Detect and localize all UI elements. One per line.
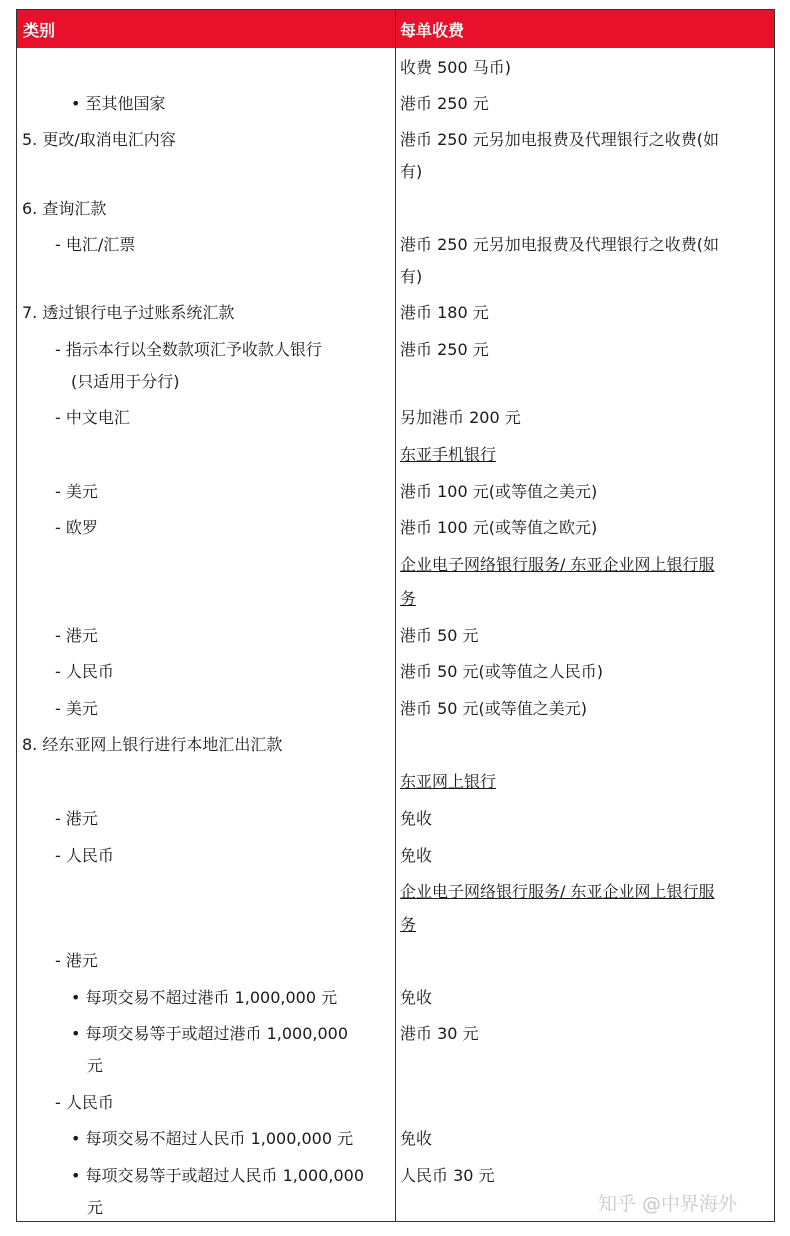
- fee-cell: 免收: [400, 809, 433, 828]
- section-link-corporate-banking-2: 企业电子网络银行服务/ 东亚企业网上银行服: [400, 882, 715, 901]
- section-link-mobile-banking: 东亚手机银行: [400, 445, 497, 464]
- fee-cell: 免收: [400, 1129, 433, 1148]
- fee-cell: 另加港币 200 元: [400, 408, 521, 427]
- category-cell: - 美元: [55, 699, 98, 718]
- fee-cell: 港币 250 元: [400, 340, 489, 359]
- fee-cell: 人民币 30 元: [400, 1166, 495, 1185]
- category-cell: - 港元: [55, 626, 98, 645]
- fee-cell: 有): [400, 162, 423, 181]
- fee-cell: 港币 250 元另加电报费及代理银行之收费(如: [400, 130, 719, 149]
- category-cell: - 人民币: [55, 662, 114, 681]
- fee-cell: 港币 50 元(或等值之人民币): [400, 662, 604, 681]
- category-cell: 元: [87, 1056, 104, 1075]
- section-link-corporate-banking-2-cont: 务: [400, 915, 417, 934]
- fee-cell: 港币 50 元: [400, 626, 479, 645]
- category-cell: 6. 查询汇款: [22, 199, 107, 218]
- fee-cell: 港币 100 元(或等值之欧元): [400, 518, 598, 537]
- category-cell: 7. 透过银行电子过账系统汇款: [22, 303, 235, 322]
- category-cell: - 港元: [55, 951, 98, 970]
- section-link-cyberbanking: 东亚网上银行: [400, 772, 497, 791]
- section-link-corporate-banking-cont: 务: [400, 589, 417, 608]
- header-fee: 每单收费: [400, 21, 465, 40]
- fee-cell: 港币 250 元: [400, 94, 489, 113]
- fee-cell: 港币 250 元另加电报费及代理银行之收费(如: [400, 235, 719, 254]
- category-cell: • 至其他国家: [71, 94, 166, 113]
- category-cell: - 中文电汇: [55, 408, 130, 427]
- category-cell: - 美元: [55, 482, 98, 501]
- category-cell: - 欧罗: [55, 518, 98, 537]
- category-cell: - 人民币: [55, 1093, 114, 1112]
- watermark: 知乎 @中界海外: [598, 1193, 738, 1215]
- section-link-corporate-banking: 企业电子网络银行服务/ 东亚企业网上银行服: [400, 555, 715, 574]
- category-cell: • 每项交易不超过港币 1,000,000 元: [71, 988, 338, 1007]
- fee-table: [16, 9, 775, 1222]
- fee-cell: 有): [400, 267, 423, 286]
- category-cell: 元: [87, 1198, 104, 1217]
- category-cell: • 每项交易等于或超过港币 1,000,000: [71, 1024, 349, 1043]
- fee-cell: 港币 30 元: [400, 1024, 479, 1043]
- fee-cell: 港币 50 元(或等值之美元): [400, 699, 588, 718]
- category-cell: - 人民币: [55, 846, 114, 865]
- category-cell: - 指示本行以全数款项汇予收款人银行: [55, 340, 322, 359]
- header-category: 类别: [23, 21, 56, 40]
- category-cell: - 港元: [55, 809, 98, 828]
- category-cell: • 每项交易等于或超过人民币 1,000,000: [71, 1166, 365, 1185]
- category-cell: (只适用于分行): [71, 372, 180, 391]
- category-cell: 5. 更改/取消电汇内容: [22, 130, 176, 149]
- fee-cell: 免收: [400, 988, 433, 1007]
- category-cell: 8. 经东亚网上银行进行本地汇出汇款: [22, 735, 283, 754]
- category-cell: - 电汇/汇票: [55, 235, 136, 254]
- category-cell: • 每项交易不超过人民币 1,000,000 元: [71, 1129, 354, 1148]
- fee-cell: 港币 180 元: [400, 303, 489, 322]
- fee-cell: 收费 500 马币): [400, 58, 511, 77]
- fee-cell: 港币 100 元(或等值之美元): [400, 482, 598, 501]
- fee-cell: 免收: [400, 846, 433, 865]
